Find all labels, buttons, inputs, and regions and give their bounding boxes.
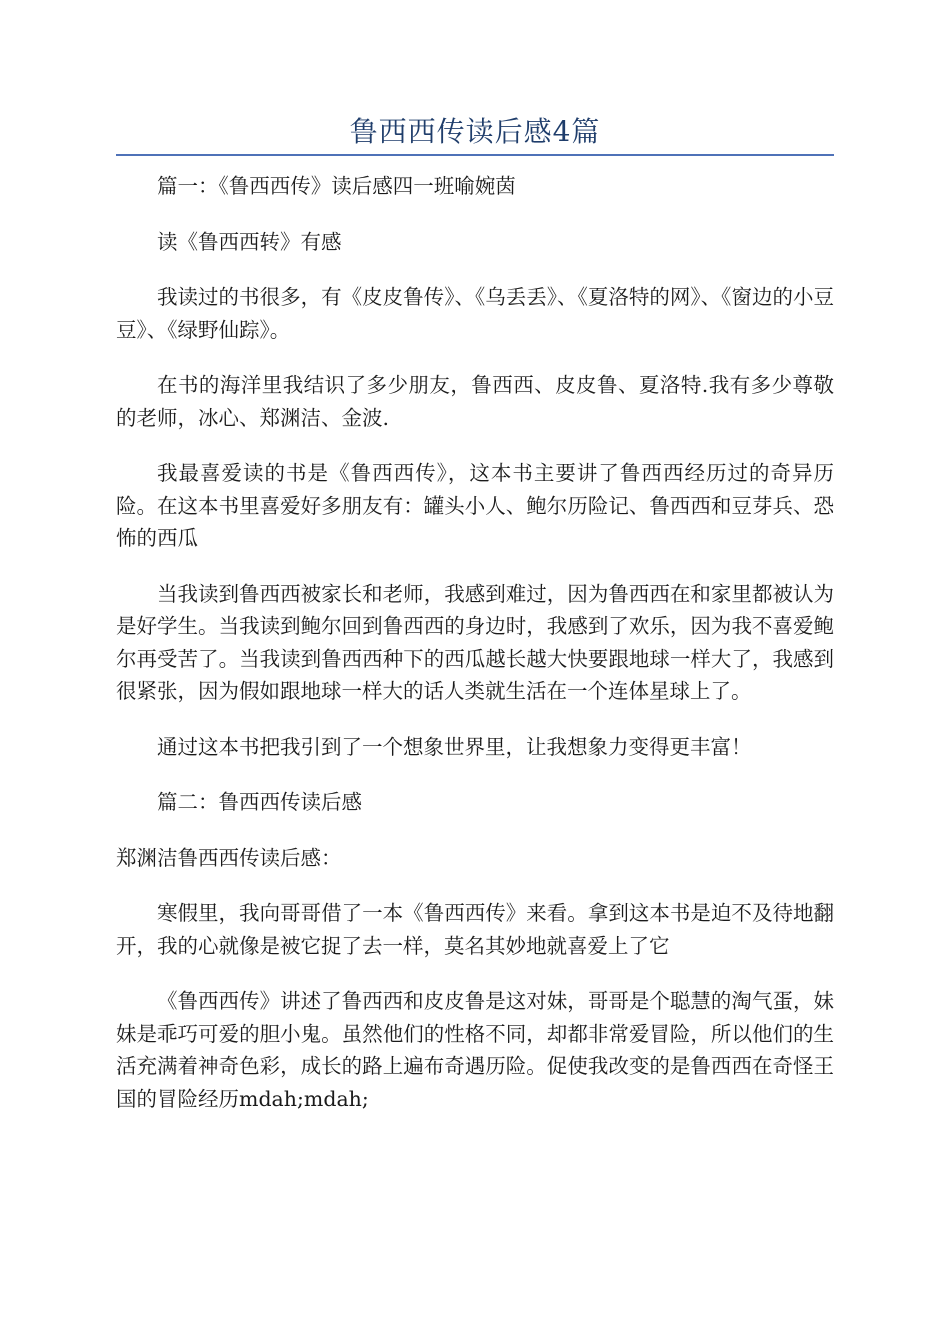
paragraph-feelings: 当我读到鲁西西被家长和老师，我感到难过，因为鲁西西在和家里都被认为是好学生。当我读到鲍尔回到鲁西西的身边时，我感到了欢乐，因为我不喜爱鲍尔再受苦了。当我读到鲁西西种下的西瓜越长越大快要跟地球一样大了，我感到很紧张，因为假如跟地球一样大的话人类就生活在一个连体星球上了。 — [116, 581, 834, 703]
paragraph-subtitle: 读《鲁西西转》有感 — [157, 229, 342, 254]
paragraph-friends: 在书的海洋里我结识了多少朋友，鲁西西、皮皮鲁、夏洛特.我有多少尊敬的老师，冰心、郑渊洁、金波. — [116, 373, 834, 430]
document-body — [116, 170, 834, 1115]
paragraph-section-two-heading: 篇二：鲁西西传读后感 — [157, 790, 362, 814]
title-block — [116, 112, 834, 152]
paragraph-section-one-heading: 篇一：《鲁西西传》读后感四一班喻婉茵 — [157, 174, 516, 198]
document-title: 鲁西西传读后感4篇 — [349, 115, 601, 148]
paragraph-winter-break: 寒假里，我向哥哥借了一本《鲁西西传》来看。拿到这本书是迫不及待地翻开，我的心就像是被它捉了去一样，莫名其妙地就喜爱上了它 — [116, 901, 834, 958]
paragraph-imagination: 通过这本书把我引到了一个想象世界里，让我想象力变得更丰富！ — [157, 734, 752, 759]
title-underline — [116, 154, 834, 156]
paragraph-books-read: 我读过的书很多，有《皮皮鲁传》、《乌丢丢》、《夏洛特的网》、《窗边的小豆豆》、《绿野仙踪》。 — [116, 285, 834, 342]
paragraph-author-heading: 郑渊洁鲁西西传读后感： — [116, 845, 342, 870]
paragraph-favorite-book: 我最喜爱读的书是《鲁西西传》，这本书主要讲了鲁西西经历过的奇异历险。在这本书里喜爱好多朋友有：罐头小人、鲍尔历险记、鲁西西和豆芽兵、恐怖的西瓜 — [116, 461, 834, 550]
paragraph-story-summary: 《鲁西西传》讲述了鲁西西和皮皮鲁是这对妹，哥哥是个聪慧的淘气蛋，妹妹是乖巧可爱的胆小鬼。虽然他们的性格不同，却都非常爱冒险，所以他们的生活充满着神奇色彩，成长的路上遍布奇遇历险。促使我改变的是鲁西西在奇怪王国的冒险经历mdah;mdah; — [116, 989, 834, 1111]
